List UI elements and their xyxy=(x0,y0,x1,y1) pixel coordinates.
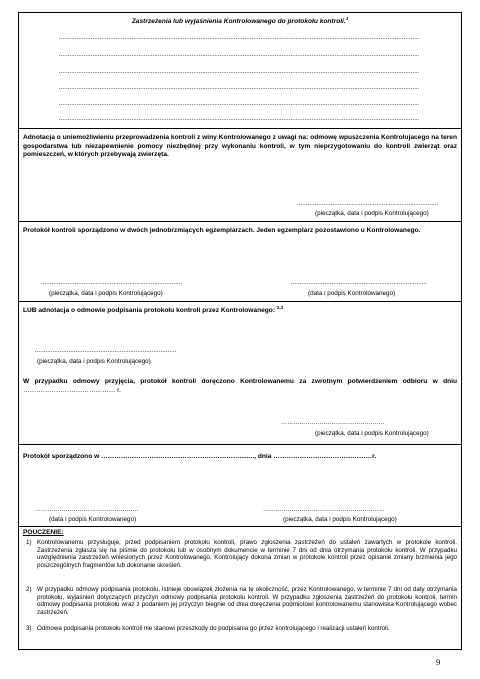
delivery-text xyxy=(23,378,457,395)
refusal-signature-line[interactable]: ................................................................................ xyxy=(35,348,177,354)
drawn-up-inspector-signature-caption: (pieczątka, data i podpis Kontrolującego) xyxy=(283,516,397,523)
copies-section xyxy=(19,222,461,302)
instruction-item-number: 1) xyxy=(26,539,32,546)
protocol-form xyxy=(18,12,462,650)
drawn-up-controlled-signature-line[interactable]: …………………………………………… xyxy=(35,507,139,513)
page-number: 9 xyxy=(436,657,441,667)
drawn-up-controlled-signature-caption: (data i podpis Kontrolowanego) xyxy=(49,516,137,523)
objections-line[interactable]: ............................................................................................................................................................................................................ xyxy=(59,116,420,122)
drawn-up-section xyxy=(19,445,461,527)
drawn-up-date-label: dnia xyxy=(257,453,272,460)
objections-title-text: Zastrzeżenia lub wyjaśnienia Kontrolowanego do protokołu kontroli. xyxy=(131,18,346,25)
objections-line[interactable]: ............................................................................................................................................................................................................ xyxy=(59,85,420,91)
refusal-title-text: LUB adnotacja o odmowie podpisania protokołu kontroli przez Kontrolowanego: xyxy=(23,307,276,314)
drawn-up-line xyxy=(23,453,457,462)
copies-controlled-signature-line[interactable]: ............................................................................. xyxy=(291,280,428,286)
instruction-item-1 xyxy=(26,539,457,570)
refusal-section xyxy=(19,302,461,445)
prevention-signature-caption: (pieczątka, data i podpis Kontrolującego) xyxy=(315,210,429,217)
instruction-item-number: 3) xyxy=(26,625,32,632)
drawn-up-date-field[interactable]: ……………………………………… xyxy=(273,453,373,460)
prevention-section xyxy=(19,129,461,222)
instruction-item-2 xyxy=(26,586,457,617)
instruction-item-text: Odmowa podpisania protokołu kontroli nie stanowi przeszkody do podpisania go przez kontrolującego i realizacji ustaleń kontroli. xyxy=(37,625,390,632)
instruction-item-number: 2) xyxy=(26,586,32,593)
delivery-signature-caption: (pieczątka, data i podpis Kontrolującego) xyxy=(315,430,429,437)
objections-footnote-ref: 1 xyxy=(345,15,349,21)
prevention-text: Adnotacja o uniemożliwieniu przeprowadzenia kontroli z winy Kontrolowanego z uwagi na: odmowę wpuszczenia Kontrolujacego na teren gospodarstwa lub niezapewnienie pomocy niezbędnej przy wykonaniu kontroli, w tym nieprzygotowaniu do kontroli zwierząt oraz pomieszczeń, w których przebywają zwierzęta. xyxy=(23,134,457,159)
copies-controlled-signature-caption: (data i podpis Kontrolowanego) xyxy=(308,290,396,297)
objections-section xyxy=(19,13,461,129)
objections-line[interactable]: ............................................................................................................................................................................................................ xyxy=(59,35,420,41)
prevention-signature-line[interactable]: ................................................................................ xyxy=(297,201,439,207)
drawn-up-prefix: Protokół sporządzono w xyxy=(23,453,100,460)
copies-text: Protokół kontroli sporządzono w dwóch jednobrzmiących egzemplarzach. Jeden egzemplarz pozostawiono u Kontrolowanego. xyxy=(23,227,421,234)
refusal-signature-caption: (pieczątka, data i podpis Kontrolującego) xyxy=(37,358,151,365)
copies-inspector-signature-line[interactable]: ................................................................................ xyxy=(41,280,183,286)
instructions-section xyxy=(19,527,461,651)
refusal-footnote-ref: 2,3 xyxy=(276,304,284,310)
instruction-item-3 xyxy=(26,625,457,633)
instruction-item-text: W przypadku odmowy podpisania protokołu, istnieje obowiązek złożenia na tę okoliczność, przez Kontrolowanego, w terminie 7 dni od daty otrzymania protokołu, wyjaśnień dotyczących przyczyn odmowy podpisania protokołu kontroli. W przypadku zgłoszenia zastrzeżeń do protokołu kontroli, termin odmowy podpisania protokołu wraz z podaniem jej przyczyn biegnie od dnia doręczenia podmiotowi kontrolowanemu stanowiska Kontrolującego wobec zastrzeżeń. xyxy=(37,586,457,617)
drawn-up-place-field[interactable]: ………………………………………………………........, xyxy=(101,453,257,460)
instructions-title: POUCZENIE: xyxy=(23,529,64,536)
refusal-title xyxy=(23,304,457,316)
delivery-date-suffix: r. xyxy=(117,386,121,394)
drawn-up-inspector-signature-line[interactable]: …………………………………………………… xyxy=(263,507,385,513)
drawn-up-suffix: r. xyxy=(372,453,377,460)
instruction-item-text: Kontrolowanemu przysługuje, przed podpisaniem protokołu kontroli, prawo zgłoszenia zastrzeżeń do ustaleń zawartych w protokole kontroli. Zastrzeżenia zgłasza się na piśmie do protokołu lub w osobnym dokumencie w terminie 7 dni od dnia otrzymania protokołu kontroli. W przypadku uwzględnienia zastrzeżeń wniesionych przez Kontrolowanego, Kontrolujący dokona zmian w protokole kontroli przez opisanie zmiany brzmienia jego poszczególnych fragmentów lub dokonanie skreśleń. xyxy=(37,539,457,570)
objections-line[interactable]: ............................................................................................................................................................................................................ xyxy=(59,69,420,75)
delivery-text-body: W przypadku odmowy przyjęcia, protokół kontroli doręczono Kontrolowanemu za zwrotnym potwierdzeniem odbioru w dniu xyxy=(23,378,457,385)
objections-line[interactable]: ............................................................................................................................................................................................................ xyxy=(59,52,420,58)
delivery-signature-line[interactable]: …………………………………………… xyxy=(281,420,385,426)
copies-inspector-signature-caption: (pieczątka, data i podpis Kontrolującego) xyxy=(49,290,163,297)
objections-line[interactable]: ............................................................................................................................................................................................................ xyxy=(59,101,420,107)
objections-title xyxy=(19,15,461,27)
delivery-date-field[interactable]: …………………………………… xyxy=(23,386,116,394)
